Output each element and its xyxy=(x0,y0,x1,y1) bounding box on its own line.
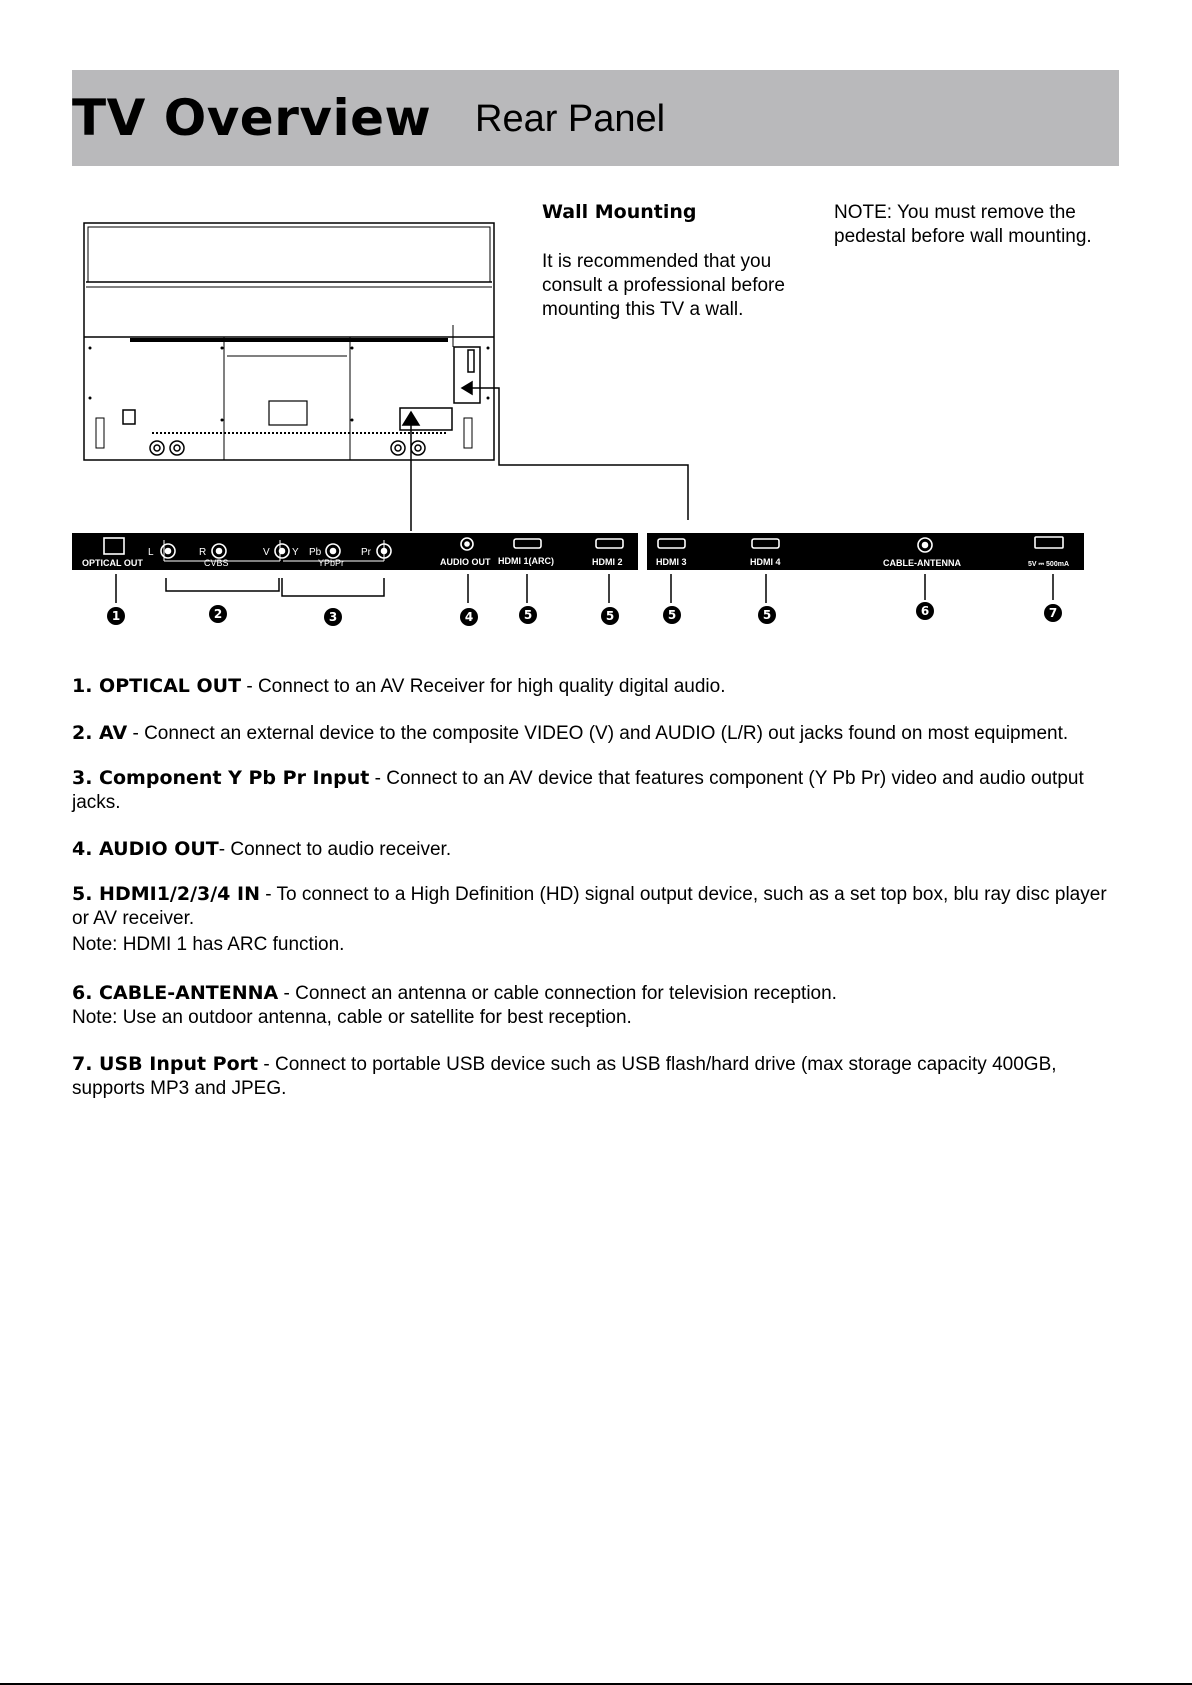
label-cable-antenna: CABLE-ANTENNA xyxy=(883,558,961,568)
wall-mounting-heading: Wall Mounting xyxy=(542,201,697,223)
desc-hdmi xyxy=(72,882,1122,931)
label-pb: Pb xyxy=(309,547,322,558)
label-l: L xyxy=(148,547,154,558)
callout-5a: 5 xyxy=(523,608,533,622)
callout-2: 2 xyxy=(213,607,223,621)
desc-text: - Connect an external device to the composite VIDEO (V) and AUDIO (L/R) out jacks found on most equipment. xyxy=(127,723,1069,744)
desc-audio-out xyxy=(72,837,1122,862)
label-r: R xyxy=(199,547,207,558)
callout-1: 1 xyxy=(111,609,121,623)
callout-5d: 5 xyxy=(762,608,772,622)
desc-component xyxy=(72,766,1122,815)
description-list xyxy=(72,674,1122,1101)
desc-cable-note: Note: Use an outdoor antenna, cable or satellite for best reception. xyxy=(72,1007,632,1028)
tv-rear-dots xyxy=(89,347,490,422)
tv-rear-illustration xyxy=(84,223,494,460)
desc-cable-antenna xyxy=(72,981,1122,1006)
panel-strip-right xyxy=(647,533,1084,570)
page-subtitle: Rear Panel xyxy=(475,98,666,140)
desc-title: 4. AUDIO OUT xyxy=(72,838,219,860)
desc-title: 2. AV xyxy=(72,722,128,744)
pedestal-note: NOTE: You must remove the pedestal before wall mounting. xyxy=(834,202,1092,247)
desc-title: 5. HDMI1/2/3/4 IN xyxy=(72,883,260,905)
desc-text: - Connect to an AV Receiver for high quality digital audio. xyxy=(241,676,726,697)
wall-mounting-body: It is recommended that you consult a professional before mounting this TV a wall. xyxy=(542,251,785,320)
desc-text: - Connect to an AV device that features component (Y Pb Pr) video and audio output jacks. xyxy=(72,768,1084,813)
label-pr: Pr xyxy=(361,547,371,558)
label-hdmi1: HDMI 1(ARC) xyxy=(498,556,554,566)
desc-text: - Connect to audio receiver. xyxy=(218,839,452,860)
callout-6: 6 xyxy=(920,604,930,618)
callout-3: 3 xyxy=(328,610,338,624)
desc-hdmi-note: Note: HDMI 1 has ARC function. xyxy=(72,934,345,955)
rear-panel-diagram xyxy=(0,0,1192,660)
label-v: V xyxy=(263,547,270,558)
desc-text: - To connect to a High Definition (HD) signal output device, such as a set top box, blu ray disc player or AV receiver. xyxy=(72,884,1107,929)
label-hdmi4: HDMI 4 xyxy=(750,557,781,567)
leader-lines xyxy=(403,382,688,531)
desc-av xyxy=(72,721,1122,746)
label-optical-out: OPTICAL OUT xyxy=(82,558,143,568)
desc-title: 3. Component Y Pb Pr Input xyxy=(72,767,370,789)
label-usb: 5V ⎓ 500mA xyxy=(1028,561,1069,568)
desc-title: 6. CABLE-ANTENNA xyxy=(72,982,279,1004)
page-title: TV Overview xyxy=(72,89,432,147)
callout-4: 4 xyxy=(464,610,474,624)
desc-text: - Connect an antenna or cable connection for television reception. xyxy=(278,983,837,1004)
label-hdmi3: HDMI 3 xyxy=(656,557,687,567)
label-ypbpr: YPbPr xyxy=(318,558,345,568)
callout-5b: 5 xyxy=(605,609,615,623)
desc-title: 1. OPTICAL OUT xyxy=(72,675,242,697)
callout-5c: 5 xyxy=(667,608,677,622)
callout-7: 7 xyxy=(1048,606,1058,620)
callout-badges xyxy=(107,602,1062,626)
label-hdmi2: HDMI 2 xyxy=(592,557,623,567)
desc-usb xyxy=(72,1052,1122,1101)
desc-text: - Connect to portable USB device such as USB flash/hard drive (max storage capacity 400GB, supports MP3 and JPEG. xyxy=(72,1054,1057,1099)
desc-optical-out xyxy=(72,674,1122,699)
label-y: Y xyxy=(292,547,299,558)
callout-leaders xyxy=(116,574,1053,603)
desc-title: 7. USB Input Port xyxy=(72,1053,259,1075)
label-cvbs: CVBS xyxy=(204,558,229,568)
label-audio-out: AUDIO OUT xyxy=(440,557,491,567)
